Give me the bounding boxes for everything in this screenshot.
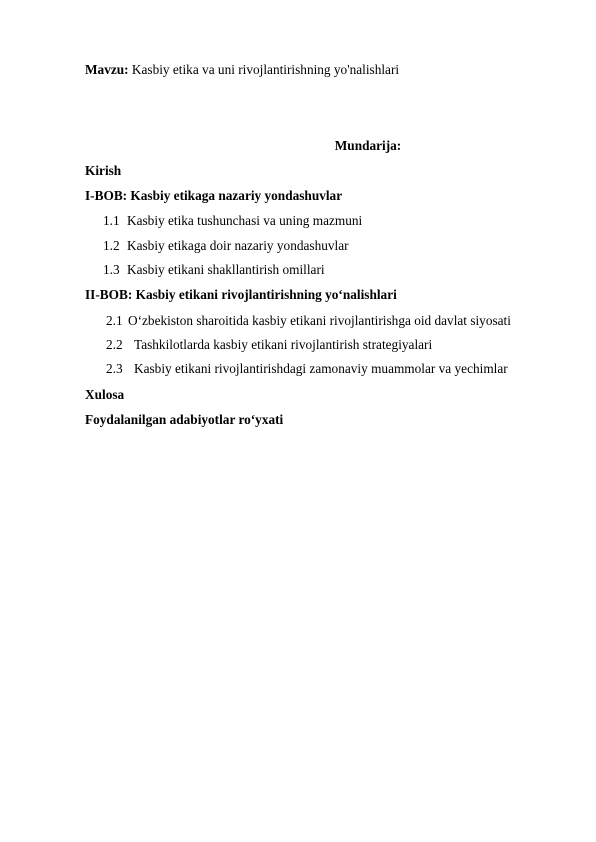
- toc-title: Mundarija:: [334, 138, 402, 153]
- toc-intro: Kirish: [85, 163, 122, 178]
- toc-item-number: 2.3: [106, 361, 123, 376]
- toc-item-number: 2.1: [106, 313, 123, 328]
- toc-item-number: 1.1: [103, 213, 120, 228]
- toc-item-text: Kasbiy etikani rivojlantirishdagi zamonaviy muammolar va yechimlar: [134, 361, 508, 376]
- toc-references: Foydalanilgan adabiyotlar ro‘yxati: [85, 412, 284, 427]
- toc-chapter1-title: I-BOB: Kasbiy etikaga nazariy yondashuvlar: [85, 188, 343, 203]
- toc-chapter1-item: [103, 262, 325, 278]
- toc-chapter1-item: [103, 213, 362, 229]
- toc-item-number: 2.2: [106, 337, 123, 352]
- toc-chapter2-item: [106, 337, 432, 353]
- toc-chapter2-item: [106, 313, 511, 329]
- topic-line: [85, 62, 399, 78]
- toc-item-text: O‘zbekiston sharoitida kasbiy etikani rivojlantirishga oid davlat siyosati: [128, 313, 511, 328]
- topic-label: Mavzu:: [85, 62, 129, 77]
- toc-conclusion: Xulosa: [85, 387, 125, 402]
- toc-item-number: 1.3: [103, 262, 120, 277]
- toc-item-number: 1.2: [103, 238, 120, 253]
- toc-chapter2-item: [106, 361, 508, 377]
- topic-text: Kasbiy etika va uni rivojlantirishning yo'nalishlari: [128, 62, 400, 77]
- toc-item-text: Kasbiy etikaga doir nazariy yondashuvlar: [127, 238, 349, 253]
- toc-item-text: Kasbiy etikani shakllantirish omillari: [127, 262, 325, 277]
- toc-item-text: Tashkilotlarda kasbiy etikani rivojlantirish strategiyalari: [134, 337, 433, 352]
- toc-item-text: Kasbiy etika tushunchasi va uning mazmuni: [127, 213, 363, 228]
- toc-chapter1-item: [103, 238, 349, 254]
- toc-chapter2-title: II-BOB: Kasbiy etikani rivojlantirishning yo‘nalishlari: [85, 287, 397, 302]
